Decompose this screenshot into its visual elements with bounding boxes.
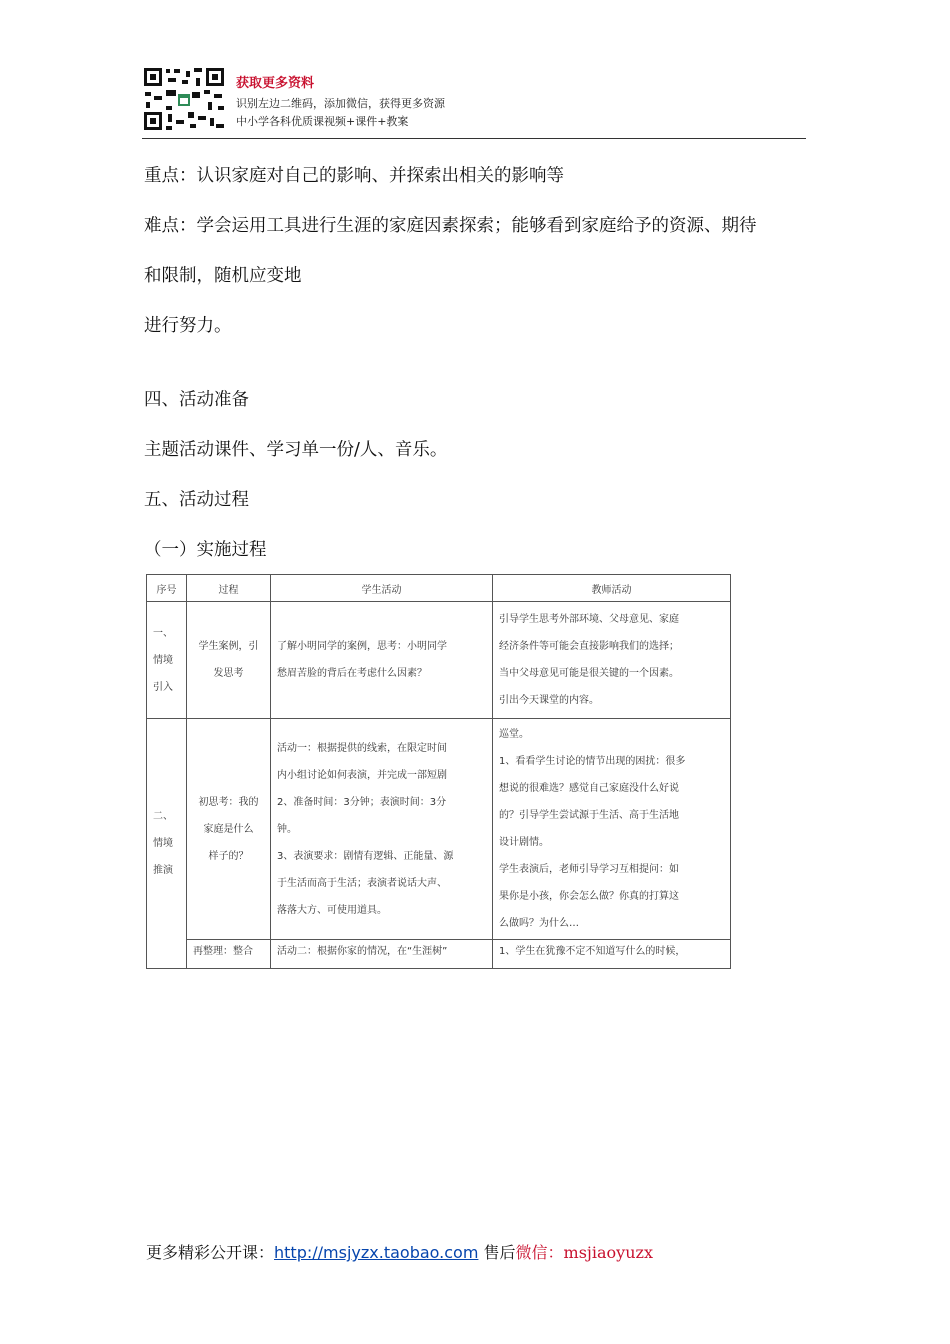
cell-process: 初思考：我的 家庭是什么 样子的？ xyxy=(187,719,271,940)
cell-teacher-activity: 1、学生在犹豫不定不知道写什么的时候， xyxy=(493,940,731,969)
header-title: 获取更多资料 xyxy=(236,76,315,91)
footer-wechat-id: msjiaoyuzx xyxy=(563,1243,653,1262)
section-5-title: 五、活动过程 xyxy=(144,490,249,510)
cell-teacher-activity: 巡堂。 1、看看学生讨论的情节出现的困扰：很多 想说的很难选？感觉自己家庭没什么好说 的？引导学生尝试源于生活、高于生活地 设计剧情。 学生表演后，老师引导学习互相提问：如 果你是小孩，你会怎么做？你真的打算这 么做吗？为什么… xyxy=(493,719,731,940)
section-4-title: 四、活动准备 xyxy=(144,390,249,410)
table-header-row xyxy=(147,575,731,602)
cell-teacher-activity: 引导学生思考外部环境、父母意见、家庭 经济条件等可能会直接影响我们的选择； 当中父母意见可能是很关键的一个因素。 引出今天课堂的内容。 xyxy=(493,602,731,719)
cell-process: 学生案例，引 发思考 xyxy=(187,602,271,719)
header-line-1: 识别左边二维码，添加微信，获得更多资源 xyxy=(236,97,445,110)
footer-link[interactable]: http://msjyzx.taobao.com xyxy=(274,1243,479,1262)
section-4-text: 主题活动课件、学习单一份/人、音乐。 xyxy=(144,440,448,460)
cell-seq: 二、 情境 推演 xyxy=(147,719,187,969)
cell-student-activity: 了解小明同学的案例，思考：小明同学 愁眉苦脸的背后在考虑什么因素？ xyxy=(271,602,493,719)
table-row xyxy=(147,940,731,969)
difficulty-line-1: 难点：学会运用工具进行生涯的家庭因素探索；能够看到家庭给予的资源、期待 xyxy=(144,216,757,236)
footer-wechat-label: 微信： xyxy=(515,1243,564,1262)
footer-prefix: 更多精彩公开课： xyxy=(146,1243,275,1262)
header-line-2: 中小学各科优质课视频+课件+教案 xyxy=(236,115,409,128)
activity-table xyxy=(146,574,731,969)
header-process: 过程 xyxy=(187,575,271,602)
key-point-text: 重点：认识家庭对自己的影响、并探索出相关的影响等 xyxy=(144,166,564,186)
cell-student-activity: 活动二：根据你家的情况，在“生涯树” xyxy=(271,940,493,969)
difficulty-line-3: 进行努力。 xyxy=(144,316,232,336)
difficulty-line-2: 和限制，随机应变地 xyxy=(144,266,302,286)
cell-process: 再整理：整合 xyxy=(187,940,271,969)
footer-middle: 售后 xyxy=(478,1243,516,1262)
qr-code-icon xyxy=(142,66,226,132)
page-footer xyxy=(146,1240,653,1263)
header-student-activity: 学生活动 xyxy=(271,575,493,602)
subsection-title: （一）实施过程 xyxy=(144,540,267,560)
cell-student-activity: 活动一：根据提供的线索，在限定时间 内小组讨论如何表演，并完成一部短剧 2、准备时间：3分钟；表演时间：3分 钟。 3、表演要求：剧情有逻辑、正能量、源 于生活而高于生活；表演者说话大声、 落落大方、可使用道具。 xyxy=(271,719,493,940)
page-header xyxy=(142,66,806,139)
header-teacher-activity: 教师活动 xyxy=(493,575,731,602)
header-seq: 序号 xyxy=(147,575,187,602)
table-row xyxy=(147,719,731,940)
table-row xyxy=(147,602,731,719)
cell-seq: 一、 情境 引入 xyxy=(147,602,187,719)
